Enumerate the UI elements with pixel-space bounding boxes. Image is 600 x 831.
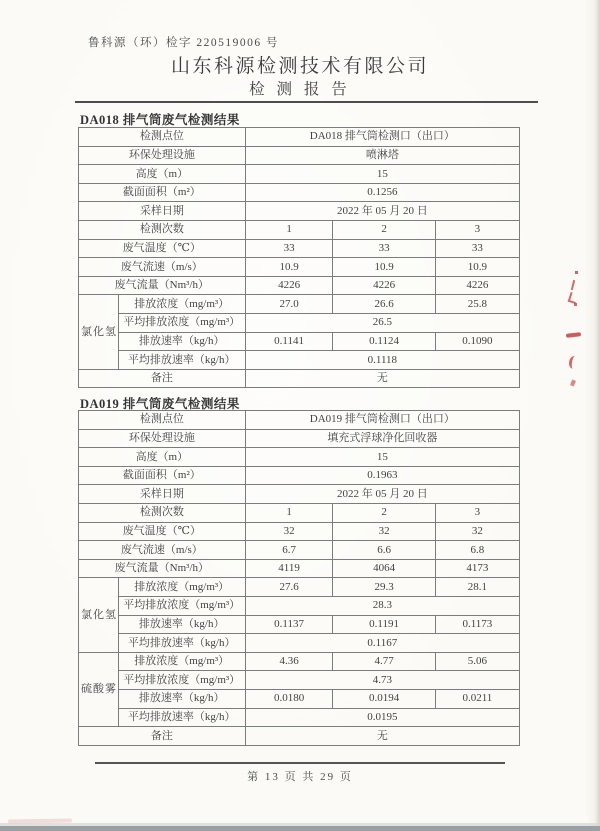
measurement-value: 0.0211 — [435, 689, 519, 708]
table-row — [79, 411, 520, 430]
measurement-value: 10.9 — [435, 258, 519, 277]
measurement-value: 4226 — [435, 276, 519, 295]
pollutant-name: 硫酸雾 — [79, 652, 119, 726]
measurement-value: 10.9 — [245, 258, 333, 277]
row-label: 排放速率（kg/h） — [118, 689, 245, 708]
table-row — [79, 448, 520, 467]
measurement-value: 33 — [245, 239, 333, 258]
table-row — [79, 351, 520, 370]
table-row — [79, 183, 520, 202]
row-label: 检测点位 — [79, 128, 246, 147]
measurement-value: 0.1124 — [333, 332, 435, 351]
table-row — [79, 466, 520, 485]
table-row — [79, 541, 520, 560]
row-label: 平均排放浓度（mg/m³） — [118, 671, 245, 690]
table-row — [79, 634, 520, 653]
row-label: 采样日期 — [79, 202, 246, 221]
row-label: 高度（m） — [79, 165, 246, 184]
table-row — [79, 313, 520, 332]
average-value: 28.3 — [245, 596, 519, 615]
table-row — [79, 429, 520, 448]
measurement-value: 5.06 — [435, 652, 519, 671]
results-table — [78, 127, 520, 388]
row-value: 喷淋塔 — [245, 146, 519, 165]
row-value: DA019 排气筒检测口（出口） — [245, 411, 519, 430]
row-value: 2022 年 05 月 20 日 — [245, 202, 519, 221]
scan-edge-bottom — [0, 826, 600, 831]
row-value: 15 — [245, 165, 519, 184]
measurement-value: 33 — [333, 239, 435, 258]
measurement-value: 4.77 — [333, 652, 435, 671]
measurement-value: 4226 — [333, 276, 435, 295]
row-label: 截面面积（m²） — [79, 183, 246, 202]
measurement-value: 0.0194 — [333, 689, 435, 708]
table-row — [79, 522, 520, 541]
measurement-value: 2 — [333, 503, 435, 522]
table-row — [79, 332, 520, 351]
measurement-value: 6.7 — [245, 541, 333, 560]
table-row — [79, 503, 520, 522]
remark-value: 无 — [245, 369, 519, 388]
measurement-value: 3 — [435, 220, 519, 239]
stamp-fragment — [575, 271, 578, 274]
average-value: 0.0195 — [245, 708, 519, 727]
table-row — [79, 220, 520, 239]
table-row — [79, 671, 520, 690]
table-row — [79, 689, 520, 708]
row-label: 废气温度（℃） — [79, 239, 246, 258]
row-label: 环保处理设施 — [79, 429, 246, 448]
row-label: 废气流量（Nm³/h） — [79, 276, 246, 295]
measurement-value: 0.0180 — [245, 689, 333, 708]
row-label: 废气流速（m/s） — [79, 258, 246, 277]
row-label: 废气流量（Nm³/h） — [79, 559, 246, 578]
measurement-value: 32 — [435, 522, 519, 541]
measurement-value: 0.1173 — [435, 615, 519, 634]
row-label: 检测次数 — [79, 220, 246, 239]
row-label: 平均排放速率（kg/h） — [118, 351, 245, 370]
average-value: 0.1167 — [245, 634, 519, 653]
page-number: 第 13 页 共 29 页 — [247, 771, 353, 783]
table-row — [79, 652, 520, 671]
measurement-value: 4226 — [245, 276, 333, 295]
row-label: 环保处理设施 — [79, 146, 246, 165]
row-value: 0.1963 — [245, 466, 519, 485]
row-label: 排放浓度（mg/m³） — [118, 295, 245, 314]
table-row — [79, 578, 520, 597]
pollutant-name: 氯化氢 — [79, 295, 119, 369]
measurement-value: 25.8 — [435, 295, 519, 314]
measurement-value: 4119 — [245, 559, 333, 578]
stamp-fragment — [574, 303, 577, 306]
table-row — [79, 258, 520, 277]
table-row — [79, 239, 520, 258]
measurement-value: 0.1141 — [245, 332, 333, 351]
row-label: 检测点位 — [79, 411, 246, 430]
row-label: 废气流速（m/s） — [79, 541, 246, 560]
measurement-value: 4.36 — [245, 652, 333, 671]
table-row — [79, 369, 520, 388]
row-value: 2022 年 05 月 20 日 — [245, 485, 519, 504]
company-name: 山东科源检测技术有限公司 — [170, 56, 429, 77]
average-value: 26.5 — [245, 313, 519, 332]
report-title: 检 测 报 告 — [249, 81, 351, 98]
measurement-value: 1 — [245, 503, 333, 522]
measurement-value: 0.1137 — [245, 615, 333, 634]
table-row — [79, 202, 520, 221]
row-label: 排放浓度（mg/m³） — [118, 652, 245, 671]
row-label: 排放速率（kg/h） — [118, 332, 245, 351]
table-row — [79, 708, 520, 727]
document-number: 鲁科源（环）检字 220519006 号 — [88, 37, 279, 49]
measurement-value: 29.3 — [333, 578, 435, 597]
table-row — [79, 596, 520, 615]
results-table — [78, 410, 520, 746]
row-label: 高度（m） — [79, 448, 246, 467]
scan-edge-right — [595, 0, 600, 831]
remark-value: 无 — [245, 727, 519, 746]
row-label: 检测次数 — [79, 503, 246, 522]
measurement-value: 0.1191 — [333, 615, 435, 634]
row-label: 平均排放速率（kg/h） — [118, 634, 245, 653]
row-value: 填充式浮球净化回收器 — [245, 429, 519, 448]
row-label: 采样日期 — [79, 485, 246, 504]
stamp-fragment — [568, 355, 580, 369]
header-divider — [75, 101, 538, 103]
measurement-value: 3 — [435, 503, 519, 522]
stamp-fragment — [571, 280, 575, 290]
measurement-value: 26.6 — [333, 295, 435, 314]
row-label: 排放速率（kg/h） — [118, 615, 245, 634]
row-label: 排放浓度（mg/m³） — [118, 578, 245, 597]
measurement-value: 6.8 — [435, 541, 519, 560]
measurement-value: 6.6 — [333, 541, 435, 560]
section-title-da019: DA019 排气筒废气检测结果 — [80, 397, 240, 411]
pollutant-name: 氯化氢 — [79, 578, 119, 652]
measurement-value: 27.6 — [245, 578, 333, 597]
section-title-da018: DA018 排气筒废气检测结果 — [80, 113, 240, 127]
measurement-value: 32 — [333, 522, 435, 541]
row-value: 0.1256 — [245, 183, 519, 202]
row-label: 平均排放浓度（mg/m³） — [118, 596, 245, 615]
row-label: 平均排放浓度（mg/m³） — [118, 313, 245, 332]
table-row — [79, 276, 520, 295]
measurement-value: 1 — [245, 220, 333, 239]
measurement-value: 4064 — [333, 559, 435, 578]
measurement-value: 2 — [333, 220, 435, 239]
measurement-value: 32 — [245, 522, 333, 541]
row-value: DA018 排气筒检测口（出口） — [245, 128, 519, 147]
table-row — [79, 295, 520, 314]
measurement-value: 28.1 — [435, 578, 519, 597]
table-row — [79, 727, 520, 746]
row-label: 截面面积（m²） — [79, 466, 246, 485]
measurement-value: 10.9 — [333, 258, 435, 277]
remark-label: 备注 — [79, 369, 246, 388]
results-table-da019-container — [78, 410, 520, 746]
footer-divider — [95, 762, 505, 764]
table-row — [79, 615, 520, 634]
average-value: 4.73 — [245, 671, 519, 690]
row-label: 平均排放速率（kg/h） — [118, 708, 245, 727]
remark-label: 备注 — [79, 727, 246, 746]
measurement-value: 27.0 — [245, 295, 333, 314]
measurement-value: 0.1090 — [435, 332, 519, 351]
table-row — [79, 165, 520, 184]
results-table-da018-container — [78, 127, 520, 388]
table-row — [79, 559, 520, 578]
row-label: 废气温度（℃） — [79, 522, 246, 541]
table-row — [79, 128, 520, 147]
stamp-fragment — [566, 332, 581, 338]
stamp-fragment — [570, 379, 576, 386]
average-value: 0.1118 — [245, 351, 519, 370]
measurement-value: 4173 — [435, 559, 519, 578]
table-row — [79, 146, 520, 165]
measurement-value: 33 — [435, 239, 519, 258]
table-row — [79, 485, 520, 504]
row-value: 15 — [245, 448, 519, 467]
